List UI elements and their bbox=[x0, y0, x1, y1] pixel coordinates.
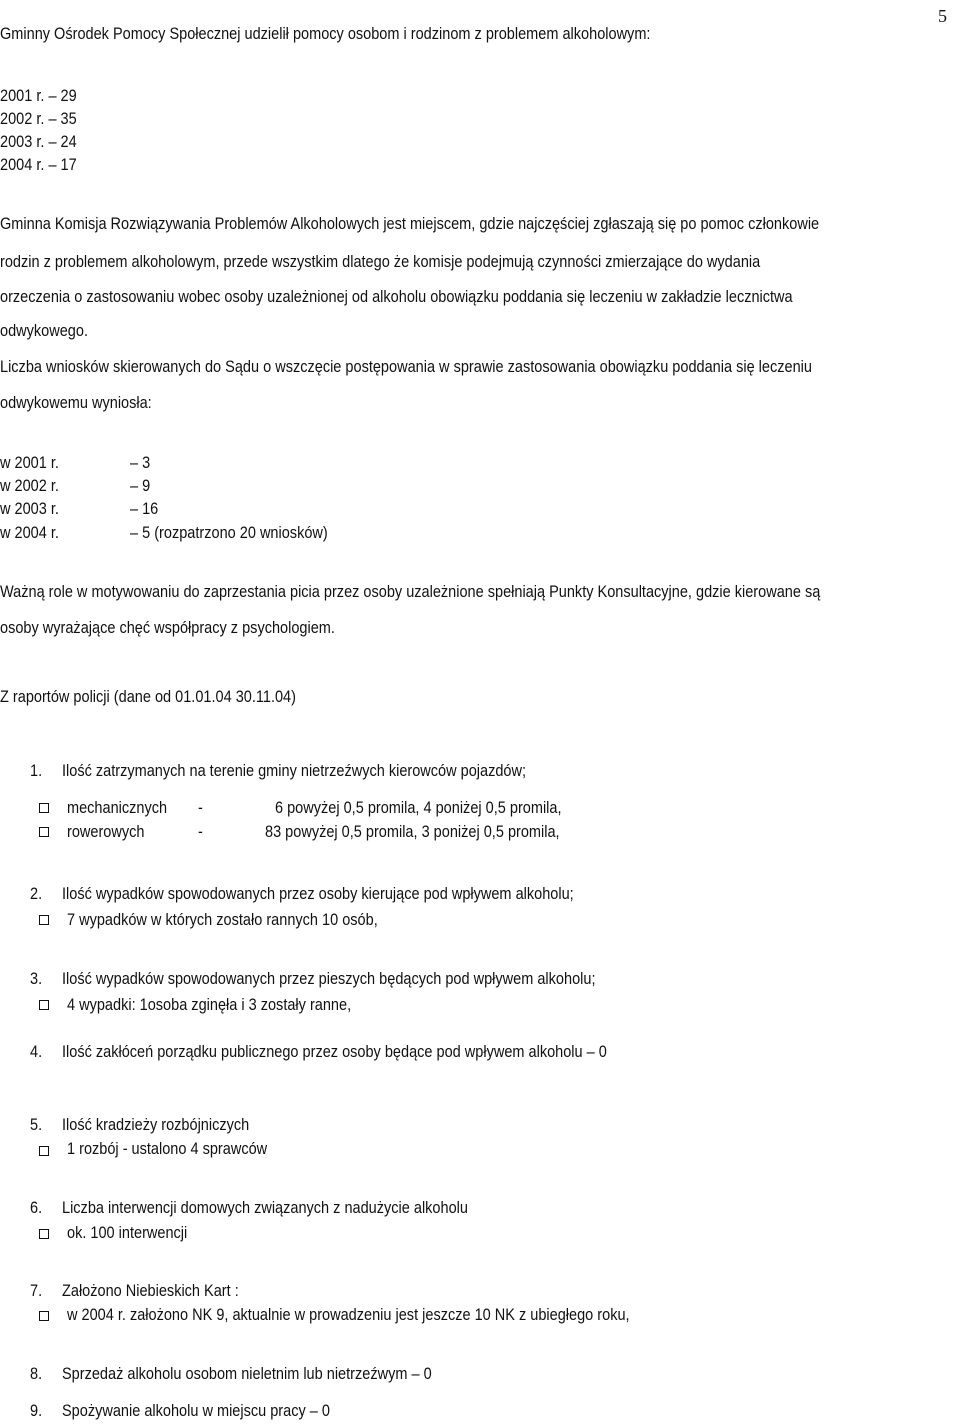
item-number: 7. bbox=[30, 1282, 43, 1300]
policja-header: Z raportów policji (dane od 01.01.04 30.11.04) bbox=[0, 688, 296, 706]
item-text: Liczba interwencji domowych związanych z nadużycie alkoholu bbox=[62, 1199, 468, 1217]
bullet-dash: - bbox=[198, 823, 203, 841]
checkbox-bullet-icon bbox=[39, 803, 49, 813]
bullet-text: 4 wypadki: 1osoba zginęła i 3 zostały ranne, bbox=[67, 996, 352, 1014]
wnioski-value: – 5 (rozpatrzono 20 wniosków) bbox=[130, 524, 328, 542]
checkbox-bullet-icon bbox=[39, 915, 49, 925]
bullet-text: w 2004 r. założono NK 9, aktualnie w prowadzeniu jest jeszcze 10 NK z ubiegłego roku, bbox=[67, 1306, 630, 1324]
wnioski-value: – 3 bbox=[130, 454, 151, 472]
bullet-text: 7 wypadków w których zostało rannych 10 osób, bbox=[67, 911, 378, 929]
wnioski-year: w 2001 r. bbox=[0, 454, 59, 472]
wnioski-value: – 16 bbox=[130, 500, 159, 518]
page-number: 5 bbox=[938, 6, 947, 26]
komisja-line-1: Gminna Komisja Rozwiązywania Problemów Alkoholowych jest miejscem, gdzie najczęściej zgłaszają się po pomoc członkowie bbox=[0, 215, 820, 233]
bullet-dash: - bbox=[198, 799, 203, 817]
item-text: Ilość zakłóceń porządku publicznego przez osoby będące pod wpływem alkoholu – 0 bbox=[62, 1043, 607, 1061]
item-text: Ilość wypadków spowodowanych przez osoby kierujące pod wpływem alkoholu; bbox=[62, 885, 574, 903]
gops-year-2001: 2001 r. – 29 bbox=[0, 87, 77, 105]
wnioski-value: – 9 bbox=[130, 477, 151, 495]
wnioski-year: w 2002 r. bbox=[0, 477, 59, 495]
checkbox-bullet-icon bbox=[39, 1311, 49, 1321]
punkty-line-2: osoby wyrażające chęć współpracy z psychologiem. bbox=[0, 619, 335, 637]
item-text: Założono Niebieskich Kart : bbox=[62, 1282, 239, 1300]
item-number: 5. bbox=[30, 1116, 43, 1134]
wnioski-year: w 2003 r. bbox=[0, 500, 59, 518]
komisja-line-2: rodzin z problemem alkoholowym, przede wszystkim dlatego że komisje podejmują czynności zmierzające do wydania bbox=[0, 253, 761, 271]
item-number: 3. bbox=[30, 970, 43, 988]
bullet-text: ok. 100 interwencji bbox=[67, 1224, 188, 1242]
item-text: Ilość zatrzymanych na terenie gminy nietrzeźwych kierowców pojazdów; bbox=[62, 762, 527, 780]
gops-year-2003: 2003 r. – 24 bbox=[0, 133, 77, 151]
checkbox-bullet-icon bbox=[39, 1000, 49, 1010]
bullet-label: mechanicznych bbox=[67, 799, 168, 817]
item-number: 4. bbox=[30, 1043, 43, 1061]
wnioski-line-2: odwykowemu wyniosła: bbox=[0, 394, 152, 412]
item-text: Ilość wypadków spowodowanych przez pieszych będących pod wpływem alkoholu; bbox=[62, 970, 596, 988]
item-text: Spożywanie alkoholu w miejscu pracy – 0 bbox=[62, 1402, 330, 1420]
gops-year-2004: 2004 r. – 17 bbox=[0, 156, 77, 174]
item-number: 9. bbox=[30, 1402, 43, 1420]
checkbox-bullet-icon bbox=[39, 827, 49, 837]
item-number: 2. bbox=[30, 885, 43, 903]
gops-year-2002: 2002 r. – 35 bbox=[0, 110, 77, 128]
komisja-line-3: orzeczenia o zastosowaniu wobec osoby uzależnionej od alkoholu obowiązku poddania się leczeniu w zakładzie lecznictwa bbox=[0, 288, 793, 306]
punkty-line-1: Ważną role w motywowaniu do zaprzestania picia przez osoby uzależnione spełniają Punkty Konsultacyjne, gdzie kierowane są bbox=[0, 583, 821, 601]
item-text: Sprzedaż alkoholu osobom nieletnim lub nietrzeźwym – 0 bbox=[62, 1365, 432, 1383]
komisja-line-4: odwykowego. bbox=[0, 322, 88, 340]
item-text: Ilość kradzieży rozbójniczych bbox=[62, 1116, 250, 1134]
item-number: 8. bbox=[30, 1365, 43, 1383]
checkbox-bullet-icon bbox=[39, 1229, 49, 1239]
wnioski-year: w 2004 r. bbox=[0, 524, 59, 542]
checkbox-bullet-icon bbox=[39, 1146, 49, 1156]
gops-header: Gminny Ośrodek Pomocy Społecznej udzielił pomocy osobom i rodzinom z problemem alkoholowym: bbox=[0, 25, 651, 43]
bullet-value: 6 powyżej 0,5 promila, 4 poniżej 0,5 promila, bbox=[275, 799, 562, 817]
item-number: 1. bbox=[30, 762, 43, 780]
wnioski-line-1: Liczba wniosków skierowanych do Sądu o wszczęcie postępowania w sprawie zastosowania obowiązku poddania się leczeniu bbox=[0, 358, 812, 376]
bullet-label: rowerowych bbox=[67, 823, 145, 841]
bullet-text: 1 rozbój - ustalono 4 sprawców bbox=[67, 1140, 268, 1158]
bullet-value: 83 powyżej 0,5 promila, 3 poniżej 0,5 promila, bbox=[265, 823, 560, 841]
item-number: 6. bbox=[30, 1199, 43, 1217]
